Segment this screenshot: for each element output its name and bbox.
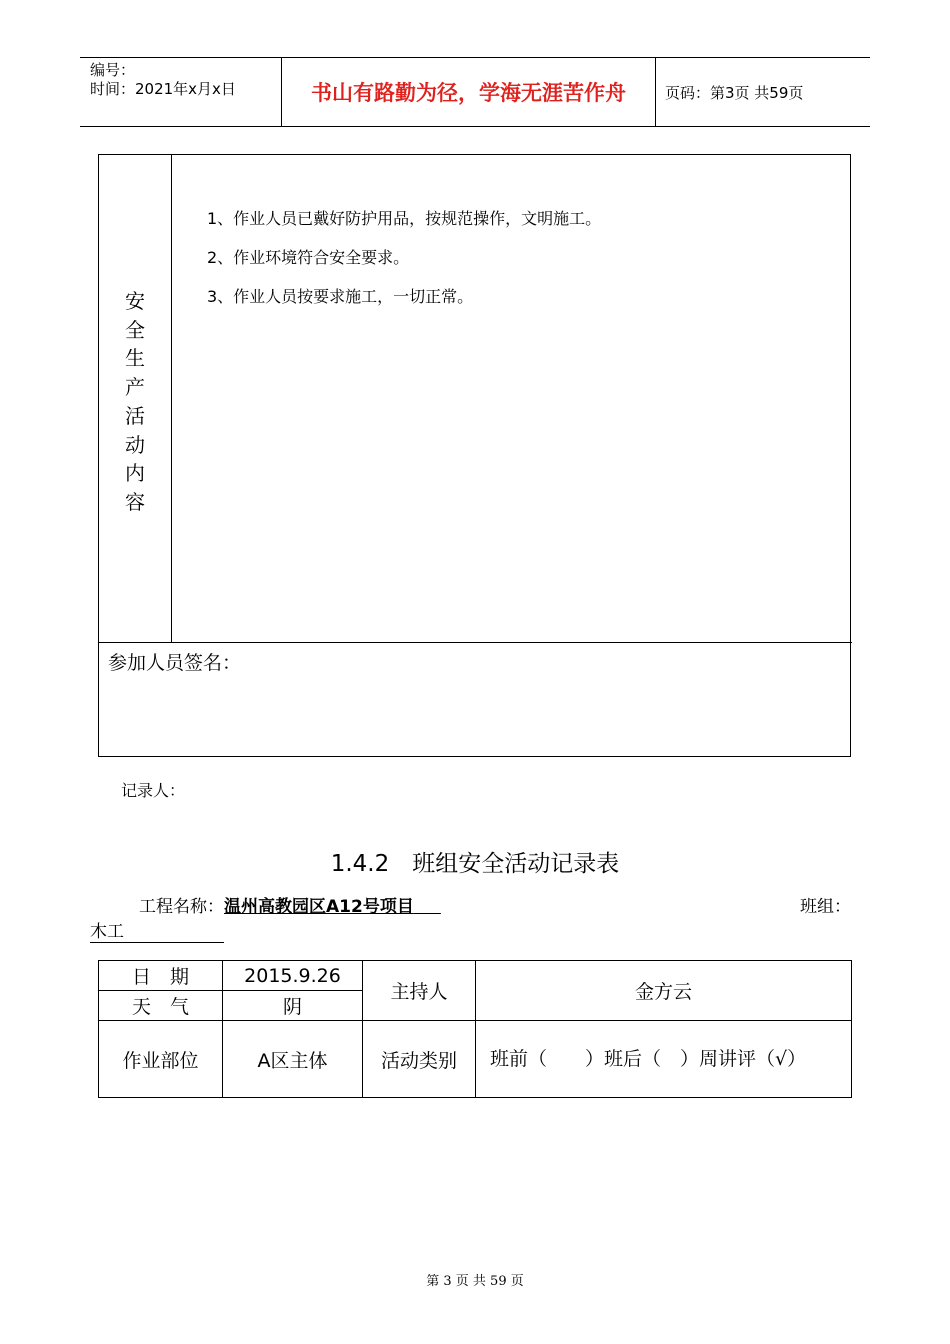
label-char: 产: [125, 375, 145, 400]
date-value: 2015.9.26: [223, 961, 363, 991]
table-row: [99, 961, 852, 991]
document-number-label: 编号：: [90, 61, 136, 79]
table-row: [99, 1021, 852, 1098]
date-label: 日 期: [99, 961, 223, 991]
recorder-label: 记录人：: [121, 781, 186, 800]
label-char: 内: [125, 461, 145, 486]
table-divider: [99, 642, 852, 643]
label-char: 安: [125, 289, 145, 313]
participant-signature-label: 参加人员签名：: [108, 652, 242, 674]
label-char: 动: [125, 432, 145, 457]
page-header: [80, 57, 870, 127]
header-divider: [655, 58, 656, 126]
label-char: 活: [125, 403, 145, 428]
activity-record-table: [98, 960, 852, 1098]
project-name-value: 温州高教园区A12号项目: [224, 897, 414, 917]
weather-label: 天 气: [99, 991, 223, 1021]
team-value: 木工: [90, 922, 224, 943]
host-value: 金方云: [476, 961, 852, 1021]
label-char: 容: [125, 489, 145, 514]
location-label: 作业部位: [99, 1021, 223, 1098]
label-char: 生: [125, 346, 145, 371]
header-motto: 书山有路勤为径，学海无涯苦作舟: [311, 81, 626, 105]
page-footer: 第 3 页 共 59 页: [426, 1274, 524, 1289]
weather-value: 阴: [223, 991, 363, 1021]
safety-content-label: [99, 287, 171, 517]
safety-content-list: [207, 199, 601, 316]
team-label: 班组：: [800, 897, 851, 917]
list-item: 1、作业人员已戴好防护用品，按规范操作，文明施工。: [207, 209, 602, 228]
category-value: 班前（ ）班后（ ）周讲评（√）: [476, 1021, 852, 1098]
table-divider: [171, 155, 172, 642]
safety-activity-table: [98, 154, 851, 757]
header-meta: [90, 61, 236, 99]
section-title: 1.4.2 班组安全活动记录表: [330, 851, 620, 877]
project-name-label: 工程名称：: [139, 897, 224, 917]
category-label: 活动类别: [363, 1021, 476, 1098]
project-line: [139, 892, 441, 917]
document-time-label: 时间：2021年x月x日: [90, 80, 236, 98]
location-value: A区主体: [223, 1021, 363, 1098]
host-label: 主持人: [363, 961, 476, 1021]
header-page-info: 页码：第3页 共59页: [665, 83, 804, 102]
list-item: 3、作业人员按要求施工，一切正常。: [207, 287, 474, 306]
list-item: 2、作业环境符合安全要求。: [207, 248, 410, 267]
label-char: 全: [125, 317, 145, 342]
